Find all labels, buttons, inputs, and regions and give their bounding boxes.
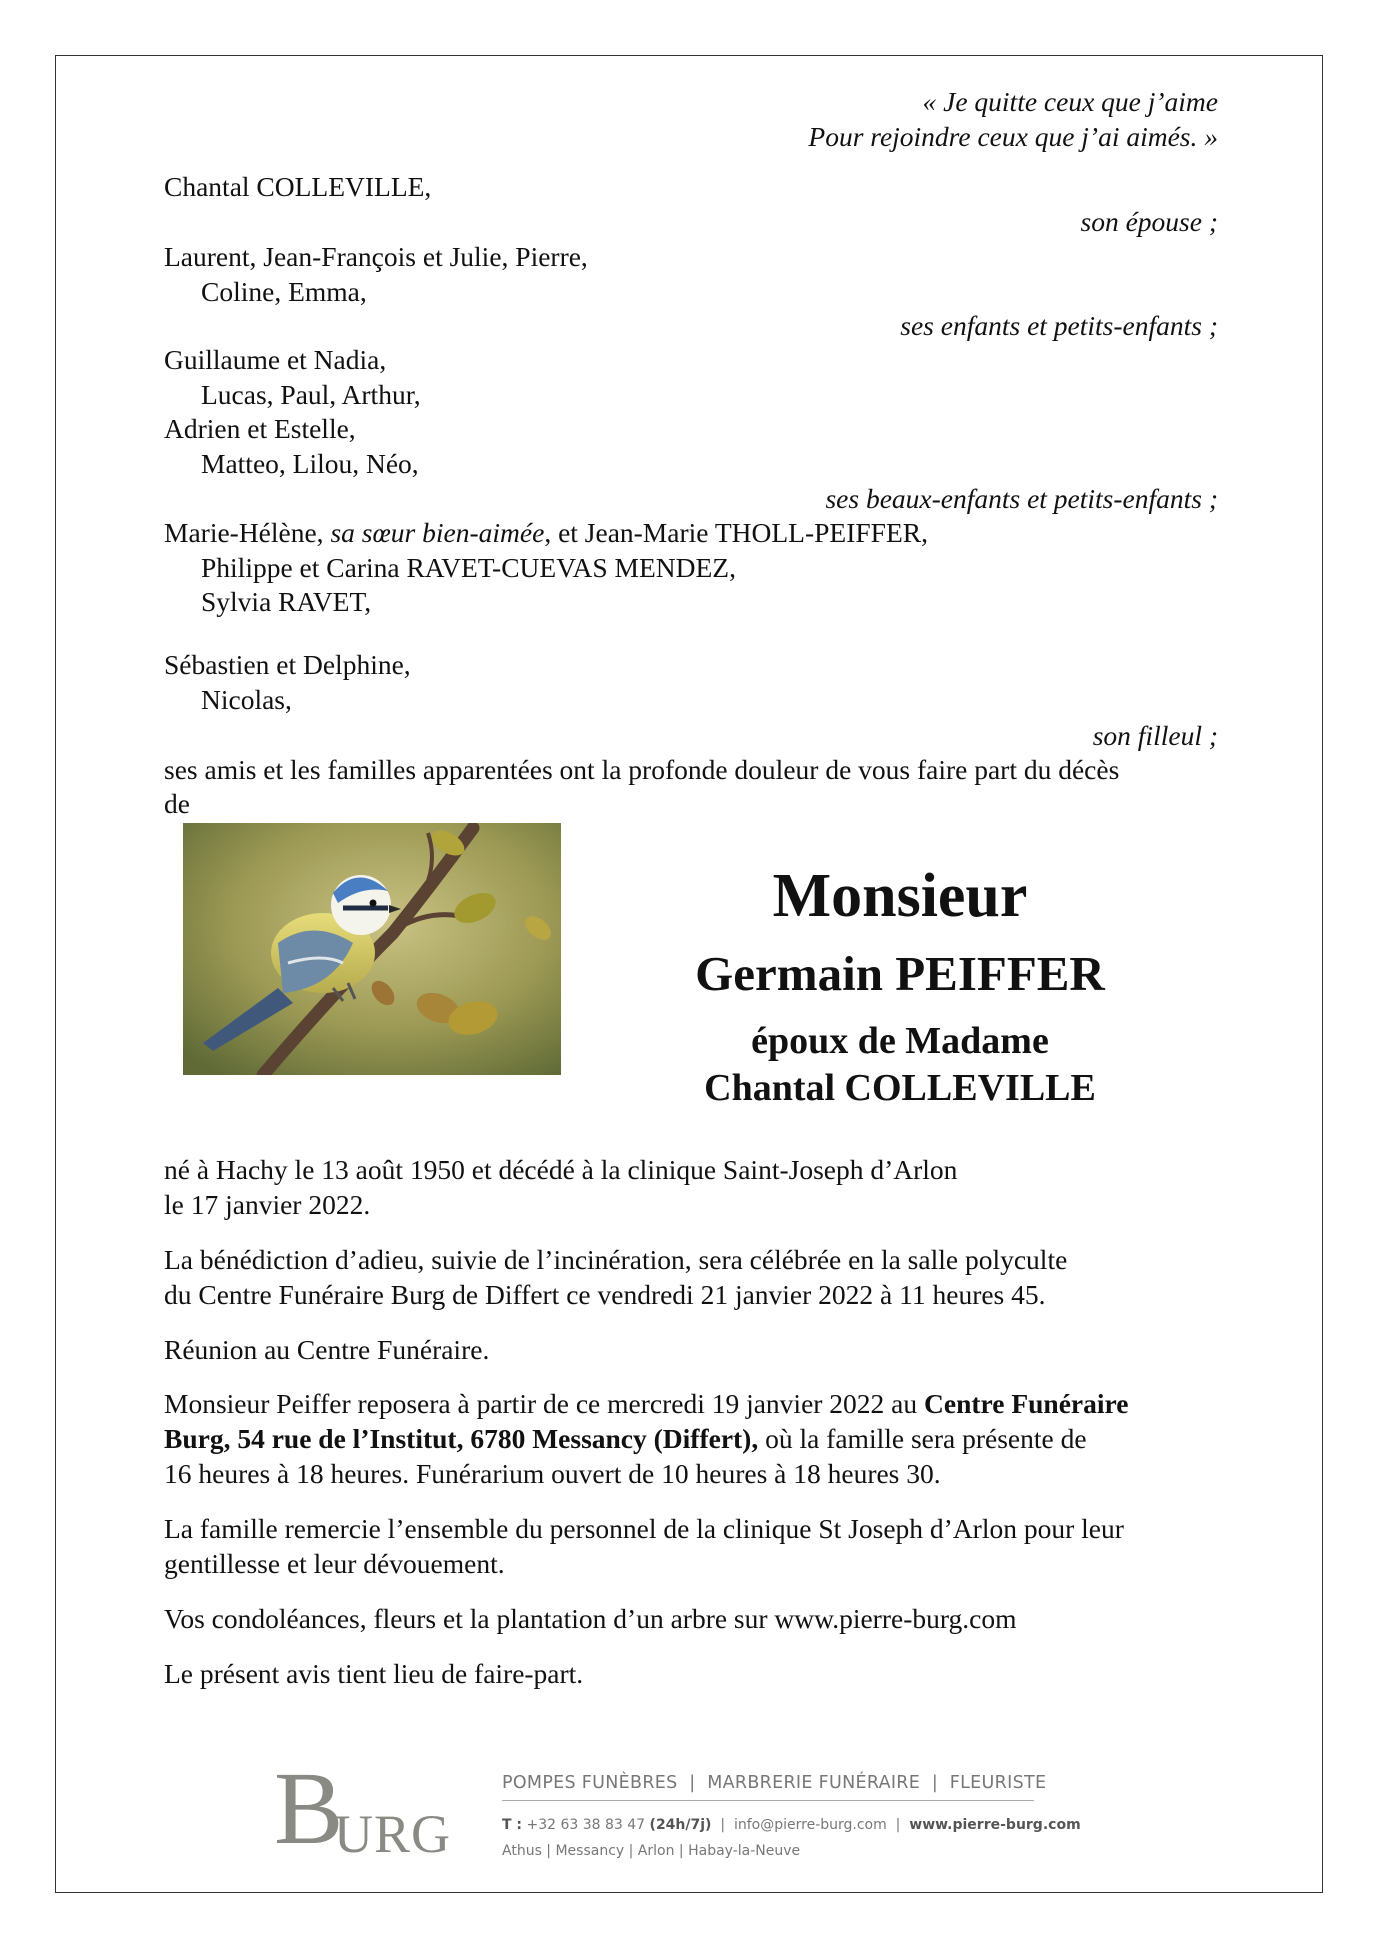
rest-text-2: où la famille sera présente de [758, 1423, 1087, 1454]
rest-line-3: 16 heures à 18 heures. Funérarium ouvert de 10 heures à 18 heures 30. [164, 1458, 941, 1489]
godson-line-2: Nicolas, [201, 684, 292, 715]
ceremony-line-1: La bénédiction d’adieu, suivie de l’incinération, sera célébrée en la salle polyculte [164, 1244, 1068, 1275]
sister-line-2: Philippe et Carina RAVET-CUEVAS MENDEZ, [201, 552, 736, 583]
ceremony-line-2: du Centre Funéraire Burg de Differt ce vendredi 21 janvier 2022 à 11 heures 45. [164, 1279, 1046, 1310]
children-line-2: Coline, Emma, [201, 276, 367, 307]
phone-label: T : [502, 1817, 523, 1833]
spouse-name: Chantal COLLEVILLE, [164, 171, 432, 202]
quote-line-1: « Je quitte ceux que j’aime [922, 86, 1218, 117]
footer-website[interactable]: www.pierre-burg.com [909, 1817, 1081, 1833]
condolences-text: Vos condoléances, fleurs et la plantation d’un arbre sur www.pierre-burg.com [164, 1603, 1017, 1634]
footer-services: POMPES FUNÈBRES | MARBRERIE FUNÉRAIRE | FLEURISTE [502, 1773, 1047, 1793]
deceased-name: Germain PEIFFER [695, 946, 1105, 1001]
phone-hours: (24h/7j) [649, 1817, 712, 1833]
phone-number: +32 63 38 83 47 [522, 1817, 650, 1833]
children-role: ses enfants et petits-enfants ; [900, 310, 1218, 341]
sister-name: Marie-Hélène, [164, 517, 324, 548]
sister-description: sa sœur bien-aimée [330, 517, 545, 548]
footer-contact [502, 1817, 1081, 1833]
rest-line-2 [164, 1422, 1087, 1456]
bird-photo [183, 823, 561, 1075]
inlaws-role: ses beaux-enfants et petits-enfants ; [825, 483, 1218, 514]
birth-line-1: né à Hachy le 13 août 1950 et décédé à la clinique Saint-Joseph d’Arlon [164, 1154, 958, 1185]
sister-line-1 [164, 516, 928, 550]
rest-line-1 [164, 1387, 1128, 1421]
announcement-line-2: de [164, 788, 190, 819]
inlaws-line-3: Adrien et Estelle, [164, 413, 356, 444]
funeral-center-name: Centre Funéraire [924, 1388, 1129, 1419]
funeral-center-address: Burg, 54 rue de l’Institut, 6780 Messancy (Differt), [164, 1423, 759, 1454]
quote-line-2: Pour rejoindre ceux que j’ai aimés. » [808, 121, 1218, 152]
birth-line-2: le 17 janvier 2022. [164, 1189, 371, 1220]
burg-logo [274, 1751, 454, 1866]
logo-letter-b: B [274, 1751, 344, 1866]
inlaws-line-1: Guillaume et Nadia, [164, 344, 387, 375]
godson-line-1: Sébastien et Delphine, [164, 649, 411, 680]
notice-text: Le présent avis tient lieu de faire-part. [164, 1658, 584, 1689]
footer-locations: Athus | Messancy | Arlon | Habay-la-Neuve [502, 1843, 801, 1859]
children-line-1: Laurent, Jean-François et Julie, Pierre, [164, 241, 588, 272]
inlaws-line-4: Matteo, Lilou, Néo, [201, 448, 419, 479]
godson-role: son filleul ; [1092, 720, 1218, 751]
sister-spouse: , et Jean-Marie THOLL-PEIFFER, [544, 517, 928, 548]
logo-letters-urg: URG [334, 1804, 452, 1864]
rest-text-1: Monsieur Peiffer reposera à partir de ce mercredi 19 janvier 2022 au [164, 1388, 925, 1419]
announcement-line-1: ses amis et les familles apparentées ont la profonde douleur de vous faire part du décès [164, 754, 1120, 785]
spouse-role: son épouse ; [1080, 206, 1218, 237]
footer-divider [502, 1800, 1034, 1801]
blue-tit-illustration [183, 823, 561, 1075]
sister-line-3: Sylvia RAVET, [201, 586, 372, 617]
deceased-title: Monsieur [772, 862, 1028, 930]
reunion-text: Réunion au Centre Funéraire. [164, 1334, 490, 1365]
thanks-line-1: La famille remercie l’ensemble du personnel de la clinique St Joseph d’Arlon pour leur [164, 1513, 1124, 1544]
relation-line-2: Chantal COLLEVILLE [704, 1067, 1096, 1109]
thanks-line-2: gentillesse et leur dévouement. [164, 1548, 505, 1579]
inlaws-line-2: Lucas, Paul, Arthur, [201, 379, 421, 410]
footer-email[interactable]: | info@pierre-burg.com | [711, 1817, 910, 1833]
relation-line-1: époux de Madame [751, 1020, 1049, 1062]
